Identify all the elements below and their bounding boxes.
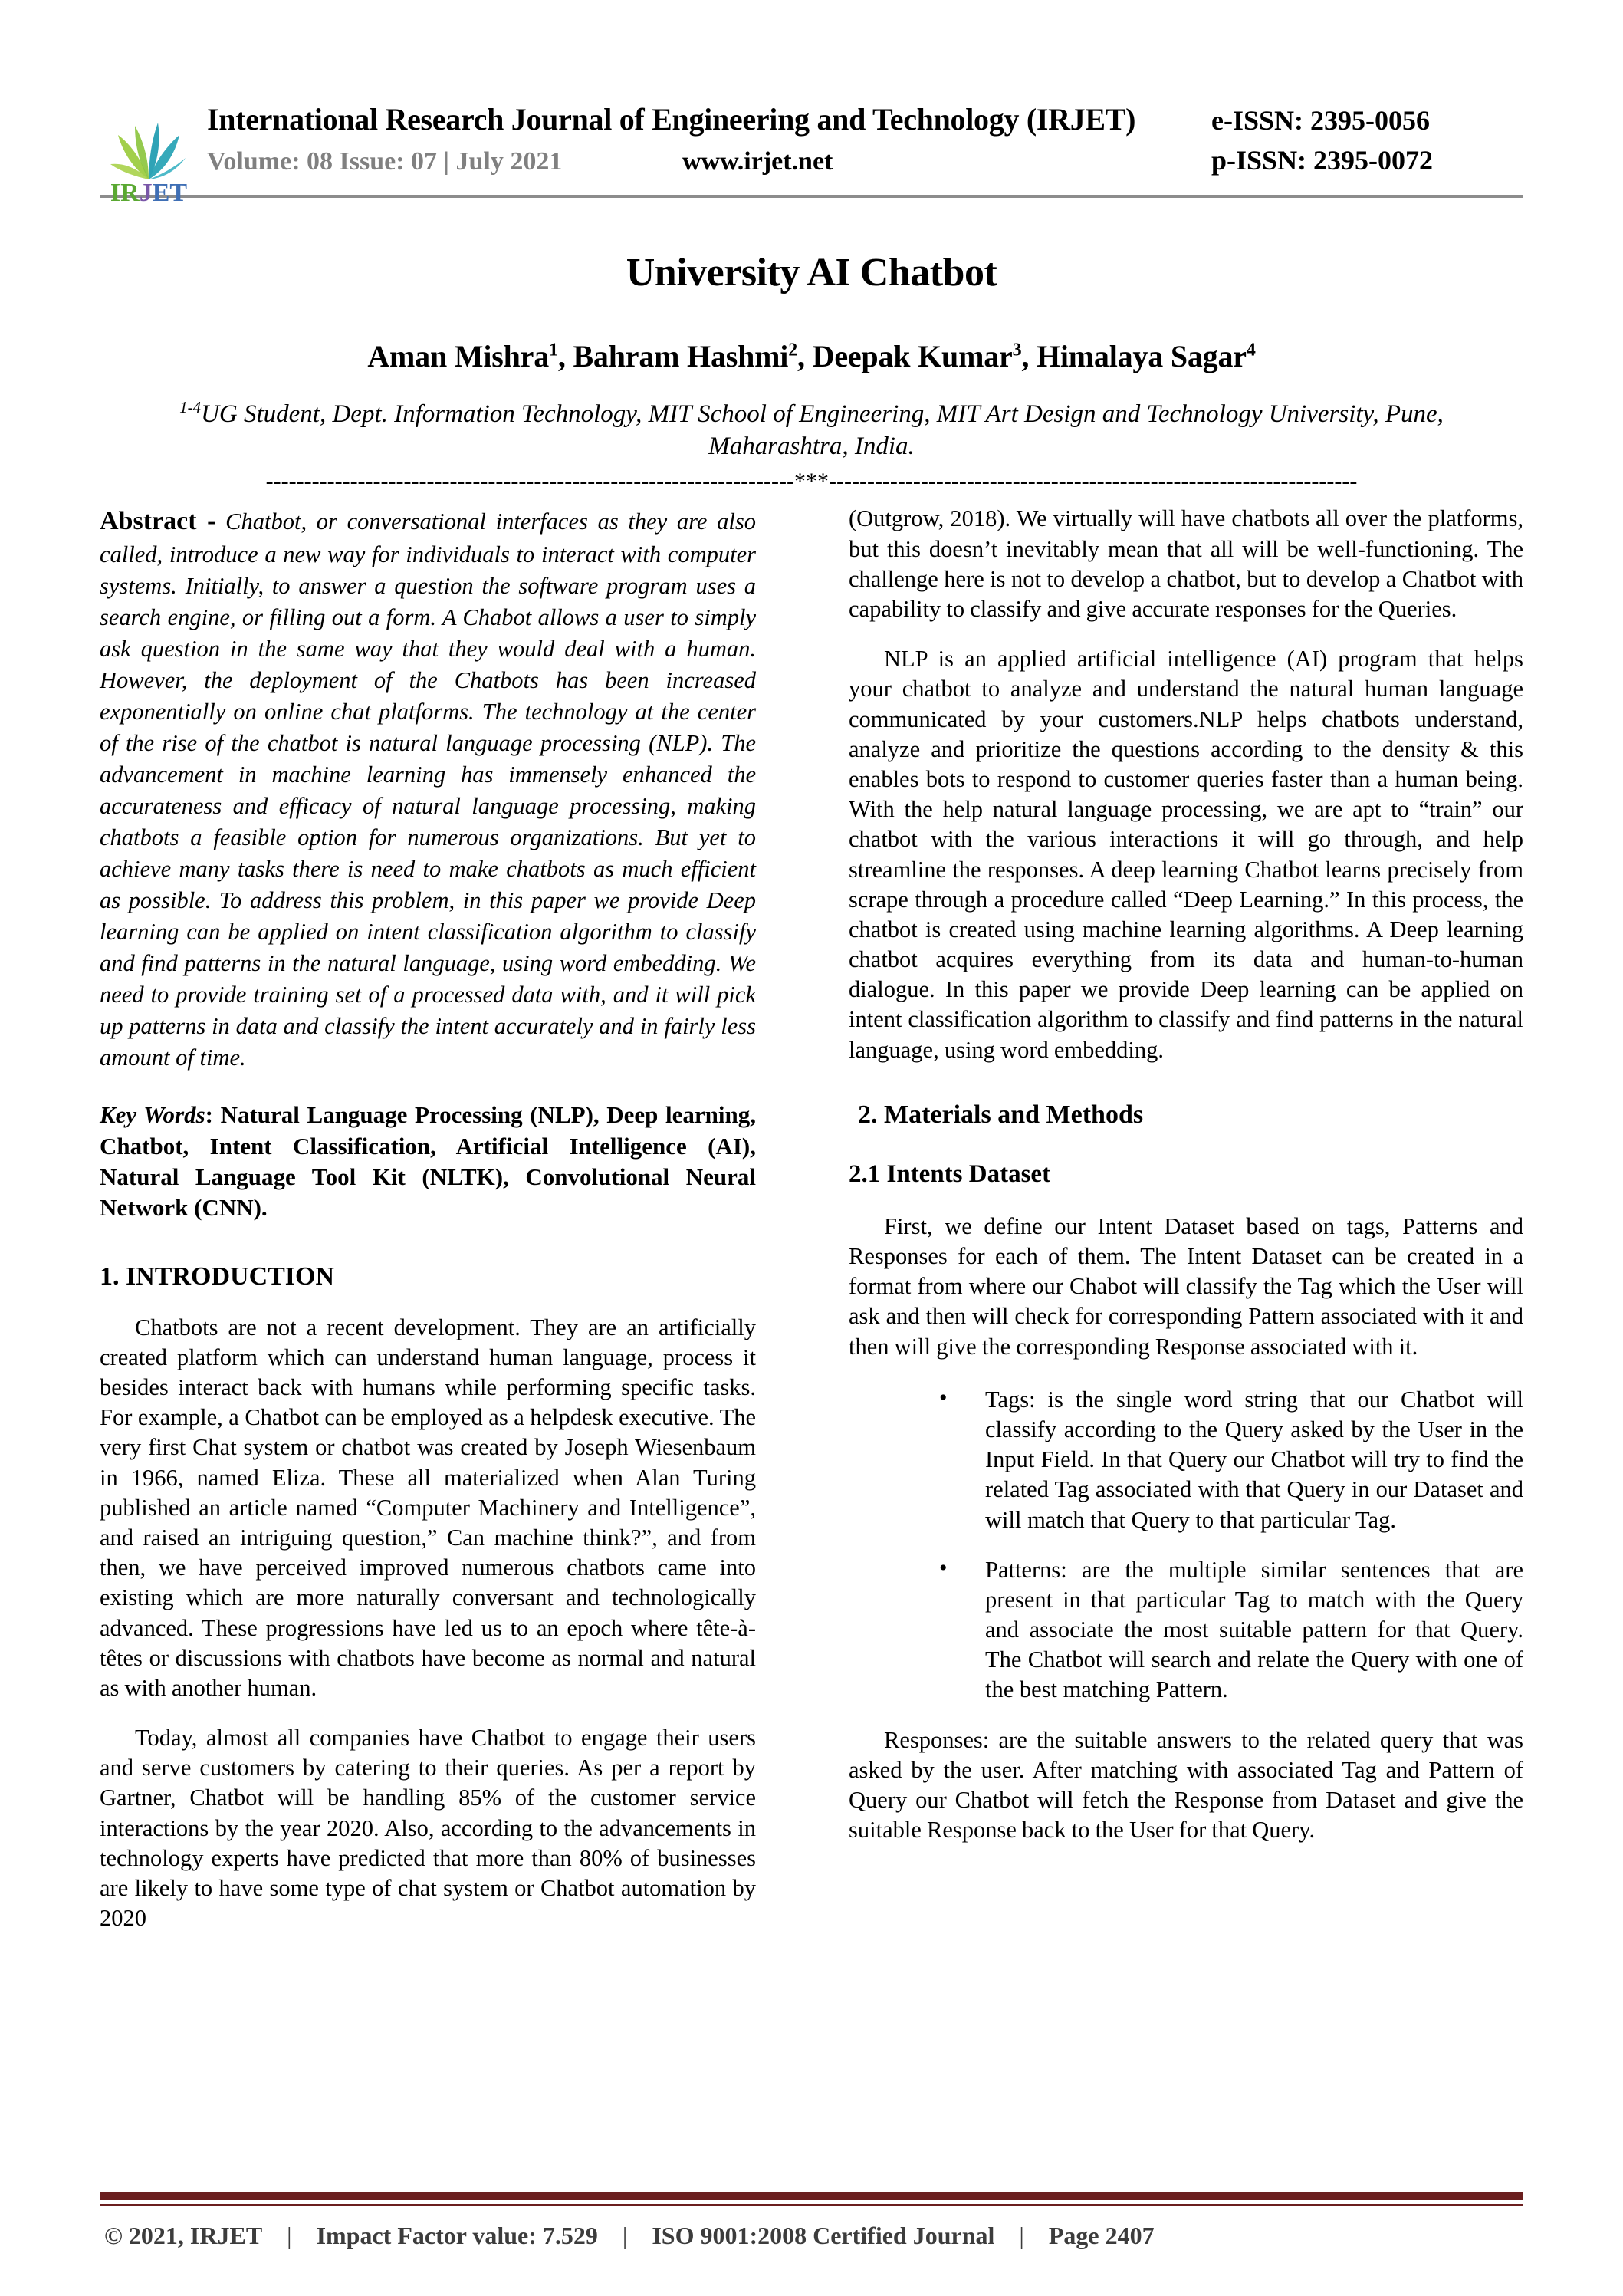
section-separator <box>100 469 1523 495</box>
author-3: , Deepak Kumar <box>797 339 1013 373</box>
author-list <box>100 338 1523 374</box>
footer-separator: | <box>1019 2222 1024 2249</box>
journal-website[interactable]: www.irjet.net <box>682 147 833 176</box>
author-1-sup: 1 <box>549 340 558 360</box>
separator-line-right: --------------------------------------------------------------------- <box>829 469 1358 495</box>
author-2-sup: 2 <box>788 340 798 360</box>
footer-divider-thick <box>100 2192 1523 2200</box>
intro-paragraph-1: Chatbots are not a recent development. They are an artificially created platform which can understand human language, process it besides interact back with humans while performing specific tasks. For example, a Chatbot can be employed as a helpdesk executive. The very first Chat system or chatbot was created by Joseph Wiesenbaum in 1966, named Eliza. These all materialized when Alan Turing published an article named “Computer Machinery and Intelligence”, and raised an intriguing question,” Can machine think?”, and from then, we have perceived improved numerous chatbots came into existing which are more naturally conversant and technologically advanced. These progressions have led us to an epoch where tête-à-têtes or discussions with chatbots have become as normal and natural as with another human. <box>100 1314 756 1701</box>
footer-impact-factor: Impact Factor value: 7.529 <box>316 2222 598 2249</box>
author-2: , Bahram Hashmi <box>557 339 789 373</box>
author-1: Aman Mishra <box>367 339 550 373</box>
abstract-text: Chatbot, or conversational interfaces as they are also called, introduce a new way for individuals to interact with computer systems. Initially, to answer a question the software program uses a search engine, or filling out a form. A Chabot allows a user to simply ask question in the same way that they would deal with a human. However, the deployment of the Chatbots has been increased exponentially on online chat platforms. The technology at the center of the rise of the chatbot is natural language processing (NLP). The advancement in machine learning has immensely enhanced the accurateness and efficacy of natural language processing, making chatbots a feasible option for numerous organizations. But yet to achieve many tasks there is need to make chatbots as much efficient as possible. To address this problem, in this paper we provide Deep learning can be applied on intent classification algorithm to classify and find patterns in the natural language, using word embedding. We need to provide training set of a processed data with, and it will pick up patterns in data and classify the intent accurately and in fairly less amount of time. <box>100 508 756 1071</box>
masthead-row-2 <box>207 144 1523 184</box>
list-item: • Tags: is the single word string that our Chatbot will classify according to the Query asked by the User in the Input Field. In that Query our Chatbot will try to find the related Tag associated with that Query in our Dataset and will match that Query to that particular Tag. <box>939 1385 1523 1535</box>
p-issn: p-ISSN: 2395-0072 <box>1211 145 1434 176</box>
dataset-bullet-list <box>849 1385 1523 1706</box>
footer-copyright: © 2021, IRJET <box>104 2222 263 2249</box>
paper-title: University AI Chatbot <box>626 251 997 294</box>
svg-text:IRJET: IRJET <box>110 179 188 207</box>
author-4-sup: 4 <box>1246 340 1256 360</box>
affiliation-sup: 1-4 <box>179 398 202 416</box>
keywords-label: Key Words <box>100 1101 205 1129</box>
keywords-text: : Natural Language Processing (NLP), Deep learning, Chatbot, Intent Classification, Artificial Intelligence (AI), Natural Language Tool Kit (NLTK), Convolutional Neural Network (CNN). <box>100 1101 757 1222</box>
heading-materials-and-methods: 2. Materials and Methods <box>858 1100 1144 1129</box>
irjet-logo <box>100 106 198 207</box>
footer-content <box>100 2222 1523 2250</box>
heading-introduction: 1. INTRODUCTION <box>100 1261 335 1291</box>
keywords-paragraph <box>100 1100 756 1223</box>
header-divider <box>100 195 1523 198</box>
abstract-paragraph <box>100 504 756 1074</box>
page-footer <box>100 2192 1523 2250</box>
separator-line-left: --------------------------------------------------------------------- <box>265 469 794 495</box>
nlp-paragraph: NLP is an applied artificial intelligence (AI) program that helps your chatbot to analyze and understand the natural human language communicated by your customers.NLP helps chatbots understand, analyze and prioritize the questions according to the density & this enables bots to respond to customer queries faster than a human being. With the help natural language processing, we are apt to “train” our chatbot with the various interactions it will go through, and help streamline the responses. A deep learning Chatbot learns precisely from scrape through a procedure called “Deep Learning.” In this process, the chatbot is created using machine learning algorithms. A Deep learning chatbot acquires everything from its data and human-to-human dialogue. In this paper we provide Deep learning can be applied on intent classification algorithm to classify and find patterns in the natural language, using word embedding. <box>849 646 1523 1063</box>
affiliation-text: UG Student, Dept. Information Technology, MIT School of Engineering, MIT Art Design and Technology University, Pune, Maharashtra, India. <box>201 400 1444 461</box>
continued-paragraph: (Outgrow, 2018). We virtually will have chatbots all over the platforms, but this doesn’t inevitably mean that all will be well-functioning. The challenge here is not to develop a chatbot, but to develop a Chatbot with capability to classify and give accurate responses for the Queries. <box>849 505 1523 623</box>
abstract-label: Abstract - <box>100 507 216 536</box>
intro-paragraph-2: Today, almost all companies have Chatbot to engage their users and serve customers by catering to their queries. As per a report by Gartner, Chatbot will be handling 85% of the customer service interactions by the year 2020. Also, according to the advancements in technology experts have predicted that more than 80% of businesses are likely to have some type of chat system or Chatbot automation by 2020 <box>100 1725 756 1932</box>
affiliation <box>100 397 1523 462</box>
volume-issue-date: Volume: 08 Issue: 07 | July 2021 <box>207 147 563 176</box>
author-3-sup: 3 <box>1012 340 1022 360</box>
footer-certification: ISO 9001:2008 Certified Journal <box>652 2222 995 2249</box>
right-column <box>849 504 1523 1953</box>
footer-separator: | <box>287 2222 292 2249</box>
irjet-logo-graphic <box>100 106 198 207</box>
masthead-text <box>207 101 1523 184</box>
column-gutter <box>774 504 849 1953</box>
responses-paragraph: Responses: are the suitable answers to the related query that was asked by the user. After matching with associated Tag and Pattern of Query our Chatbot will fetch the Response from Dataset and give the suitable Response back to the User for that Query. <box>849 1726 1523 1844</box>
journal-masthead <box>100 0 1523 216</box>
two-column-body <box>100 504 1523 1953</box>
separator-stars: *** <box>794 469 829 495</box>
author-4: , Himalaya Sagar <box>1021 339 1247 373</box>
heading-intents-dataset: 2.1 Intents Dataset <box>849 1160 1051 1188</box>
dataset-paragraph: First, we define our Intent Dataset based on tags, Patterns and Responses for each of them. The Intent Dataset can be created in a format from where our Chabot will classify the Tag which the User will ask and then will check for corresponding Pattern associated with it and then will give the corresponding Response associated with it. <box>849 1212 1523 1360</box>
e-issn: e-ISSN: 2395-0056 <box>1211 105 1430 136</box>
journal-title: International Research Journal of Engineering and Technology (IRJET) <box>207 102 1136 137</box>
left-column <box>100 504 774 1953</box>
masthead-row-1 <box>207 101 1523 144</box>
footer-divider-thin <box>100 2204 1523 2206</box>
footer-page-number: Page 2407 <box>1048 2222 1155 2249</box>
list-item: • Patterns: are the multiple similar sentences that are present in that particular Tag to match with the Query and associate the most suitable pattern for that Query. The Chatbot will search and relate the Query with one of the best matching Pattern. <box>939 1555 1523 1706</box>
footer-separator: | <box>622 2222 628 2249</box>
